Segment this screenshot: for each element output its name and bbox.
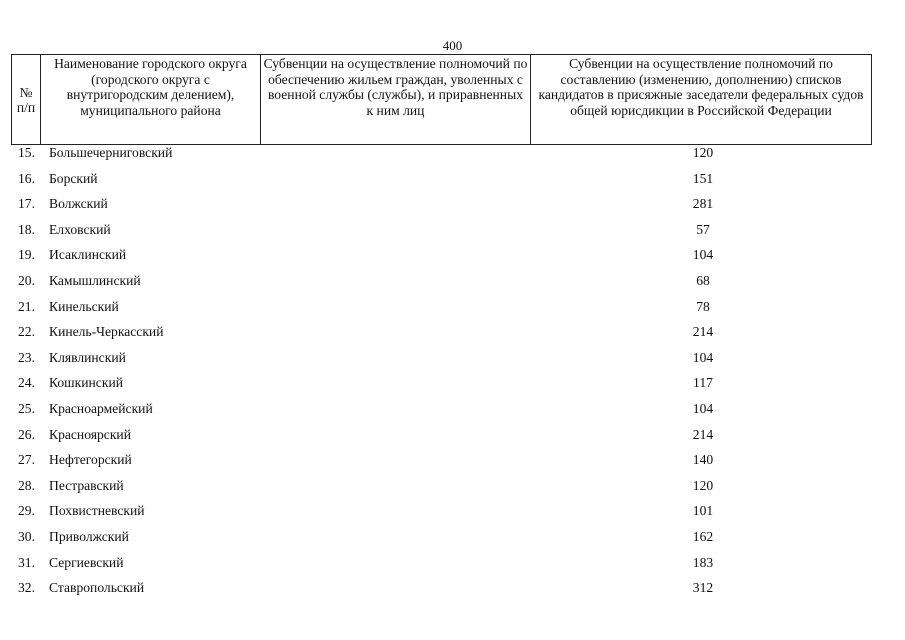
row-number: 31. — [18, 554, 35, 570]
municipality-name: Клявлинский — [49, 349, 126, 365]
table-row — [11, 526, 871, 552]
municipality-name: Борский — [49, 170, 98, 186]
jurors-subvention-value: 312 — [692, 580, 714, 596]
municipality-name: Сергиевский — [49, 554, 124, 570]
row-number: 23. — [18, 349, 35, 365]
municipality-name: Похвистневский — [49, 503, 145, 519]
row-number: 24. — [18, 375, 35, 391]
municipality-name: Кинель-Черкасский — [49, 324, 164, 340]
municipality-name: Красноармейский — [49, 400, 153, 416]
table-row — [11, 577, 871, 603]
table-body — [11, 142, 871, 603]
table-row — [11, 398, 871, 424]
jurors-subvention-value: 120 — [692, 145, 714, 160]
municipality-name: Кошкинский — [49, 375, 123, 391]
municipality-name: Пестравский — [49, 477, 124, 493]
municipality-name: Волжский — [49, 196, 108, 212]
jurors-subvention-value: 68 — [696, 272, 710, 288]
table-row — [11, 219, 871, 245]
municipality-name: Елховский — [49, 221, 111, 237]
row-number: 18. — [18, 221, 35, 237]
row-number: 25. — [18, 400, 35, 416]
table-row — [11, 552, 871, 578]
table-row — [11, 321, 871, 347]
table-header — [11, 54, 872, 145]
row-number: 20. — [18, 272, 35, 288]
row-number: 22. — [18, 324, 35, 340]
jurors-subvention-value: 214 — [692, 324, 714, 340]
row-number: 19. — [18, 247, 35, 263]
row-number: 27. — [18, 452, 35, 468]
municipality-name: Большечерниговский — [49, 145, 173, 160]
municipality-name: Кинельский — [49, 298, 119, 314]
jurors-subvention-value: 101 — [692, 503, 714, 519]
header-number-column: № п/п — [12, 55, 41, 145]
row-number: 15. — [18, 145, 35, 160]
jurors-subvention-value: 183 — [692, 554, 714, 570]
table-row — [11, 244, 871, 270]
jurors-subvention-value: 151 — [692, 170, 714, 186]
jurors-subvention-value: 120 — [692, 477, 714, 493]
table-row — [11, 475, 871, 501]
jurors-subvention-value: 117 — [693, 375, 713, 391]
table-row — [11, 142, 871, 168]
table-row — [11, 449, 871, 475]
header-municipality-column: Наименование городского округа (городского округа с внутригородским делением), муниципального района — [41, 55, 261, 145]
municipality-name: Приволжский — [49, 528, 129, 544]
jurors-subvention-value: 104 — [692, 247, 714, 263]
row-number: 30. — [18, 528, 35, 544]
row-number: 17. — [18, 196, 35, 212]
table-row — [11, 424, 871, 450]
row-number: 28. — [18, 477, 35, 493]
header-row — [12, 55, 872, 145]
row-number: 16. — [18, 170, 35, 186]
table-row — [11, 347, 871, 373]
municipality-name: Камышлинский — [49, 272, 141, 288]
jurors-subvention-value: 104 — [692, 400, 714, 416]
jurors-subvention-value: 57 — [696, 221, 710, 237]
table-row — [11, 193, 871, 219]
jurors-subvention-value: 140 — [692, 452, 714, 468]
table-row — [11, 500, 871, 526]
table-row — [11, 168, 871, 194]
municipality-name: Ставропольский — [49, 580, 145, 596]
header-housing-subvention-column: Субвенции на осуществление полномочий по обеспечению жильем граждан, уволенных с военной службы (службы), и приравненных к ним лиц — [261, 55, 531, 145]
jurors-subvention-value: 281 — [692, 196, 714, 212]
jurors-subvention-value: 104 — [692, 349, 714, 365]
municipality-name: Красноярский — [49, 426, 131, 442]
municipality-name: Исаклинский — [49, 247, 127, 263]
table-row — [11, 372, 871, 398]
table-row — [11, 270, 871, 296]
jurors-subvention-value: 78 — [696, 298, 710, 314]
header-jurors-subvention-column: Субвенции на осуществление полномочий по составлению (изменению, дополнению) списков кандидатов в присяжные заседатели федеральных судов общей юрисдикции в Российской Федерации — [531, 55, 872, 145]
row-number: 21. — [18, 298, 35, 314]
row-number: 32. — [18, 580, 35, 596]
page-number: 400 — [442, 38, 463, 53]
municipality-name: Нефтегорский — [49, 452, 132, 468]
jurors-subvention-value: 162 — [692, 528, 714, 544]
row-number: 26. — [18, 426, 35, 442]
table-row — [11, 296, 871, 322]
jurors-subvention-value: 214 — [692, 426, 714, 442]
row-number: 29. — [18, 503, 35, 519]
